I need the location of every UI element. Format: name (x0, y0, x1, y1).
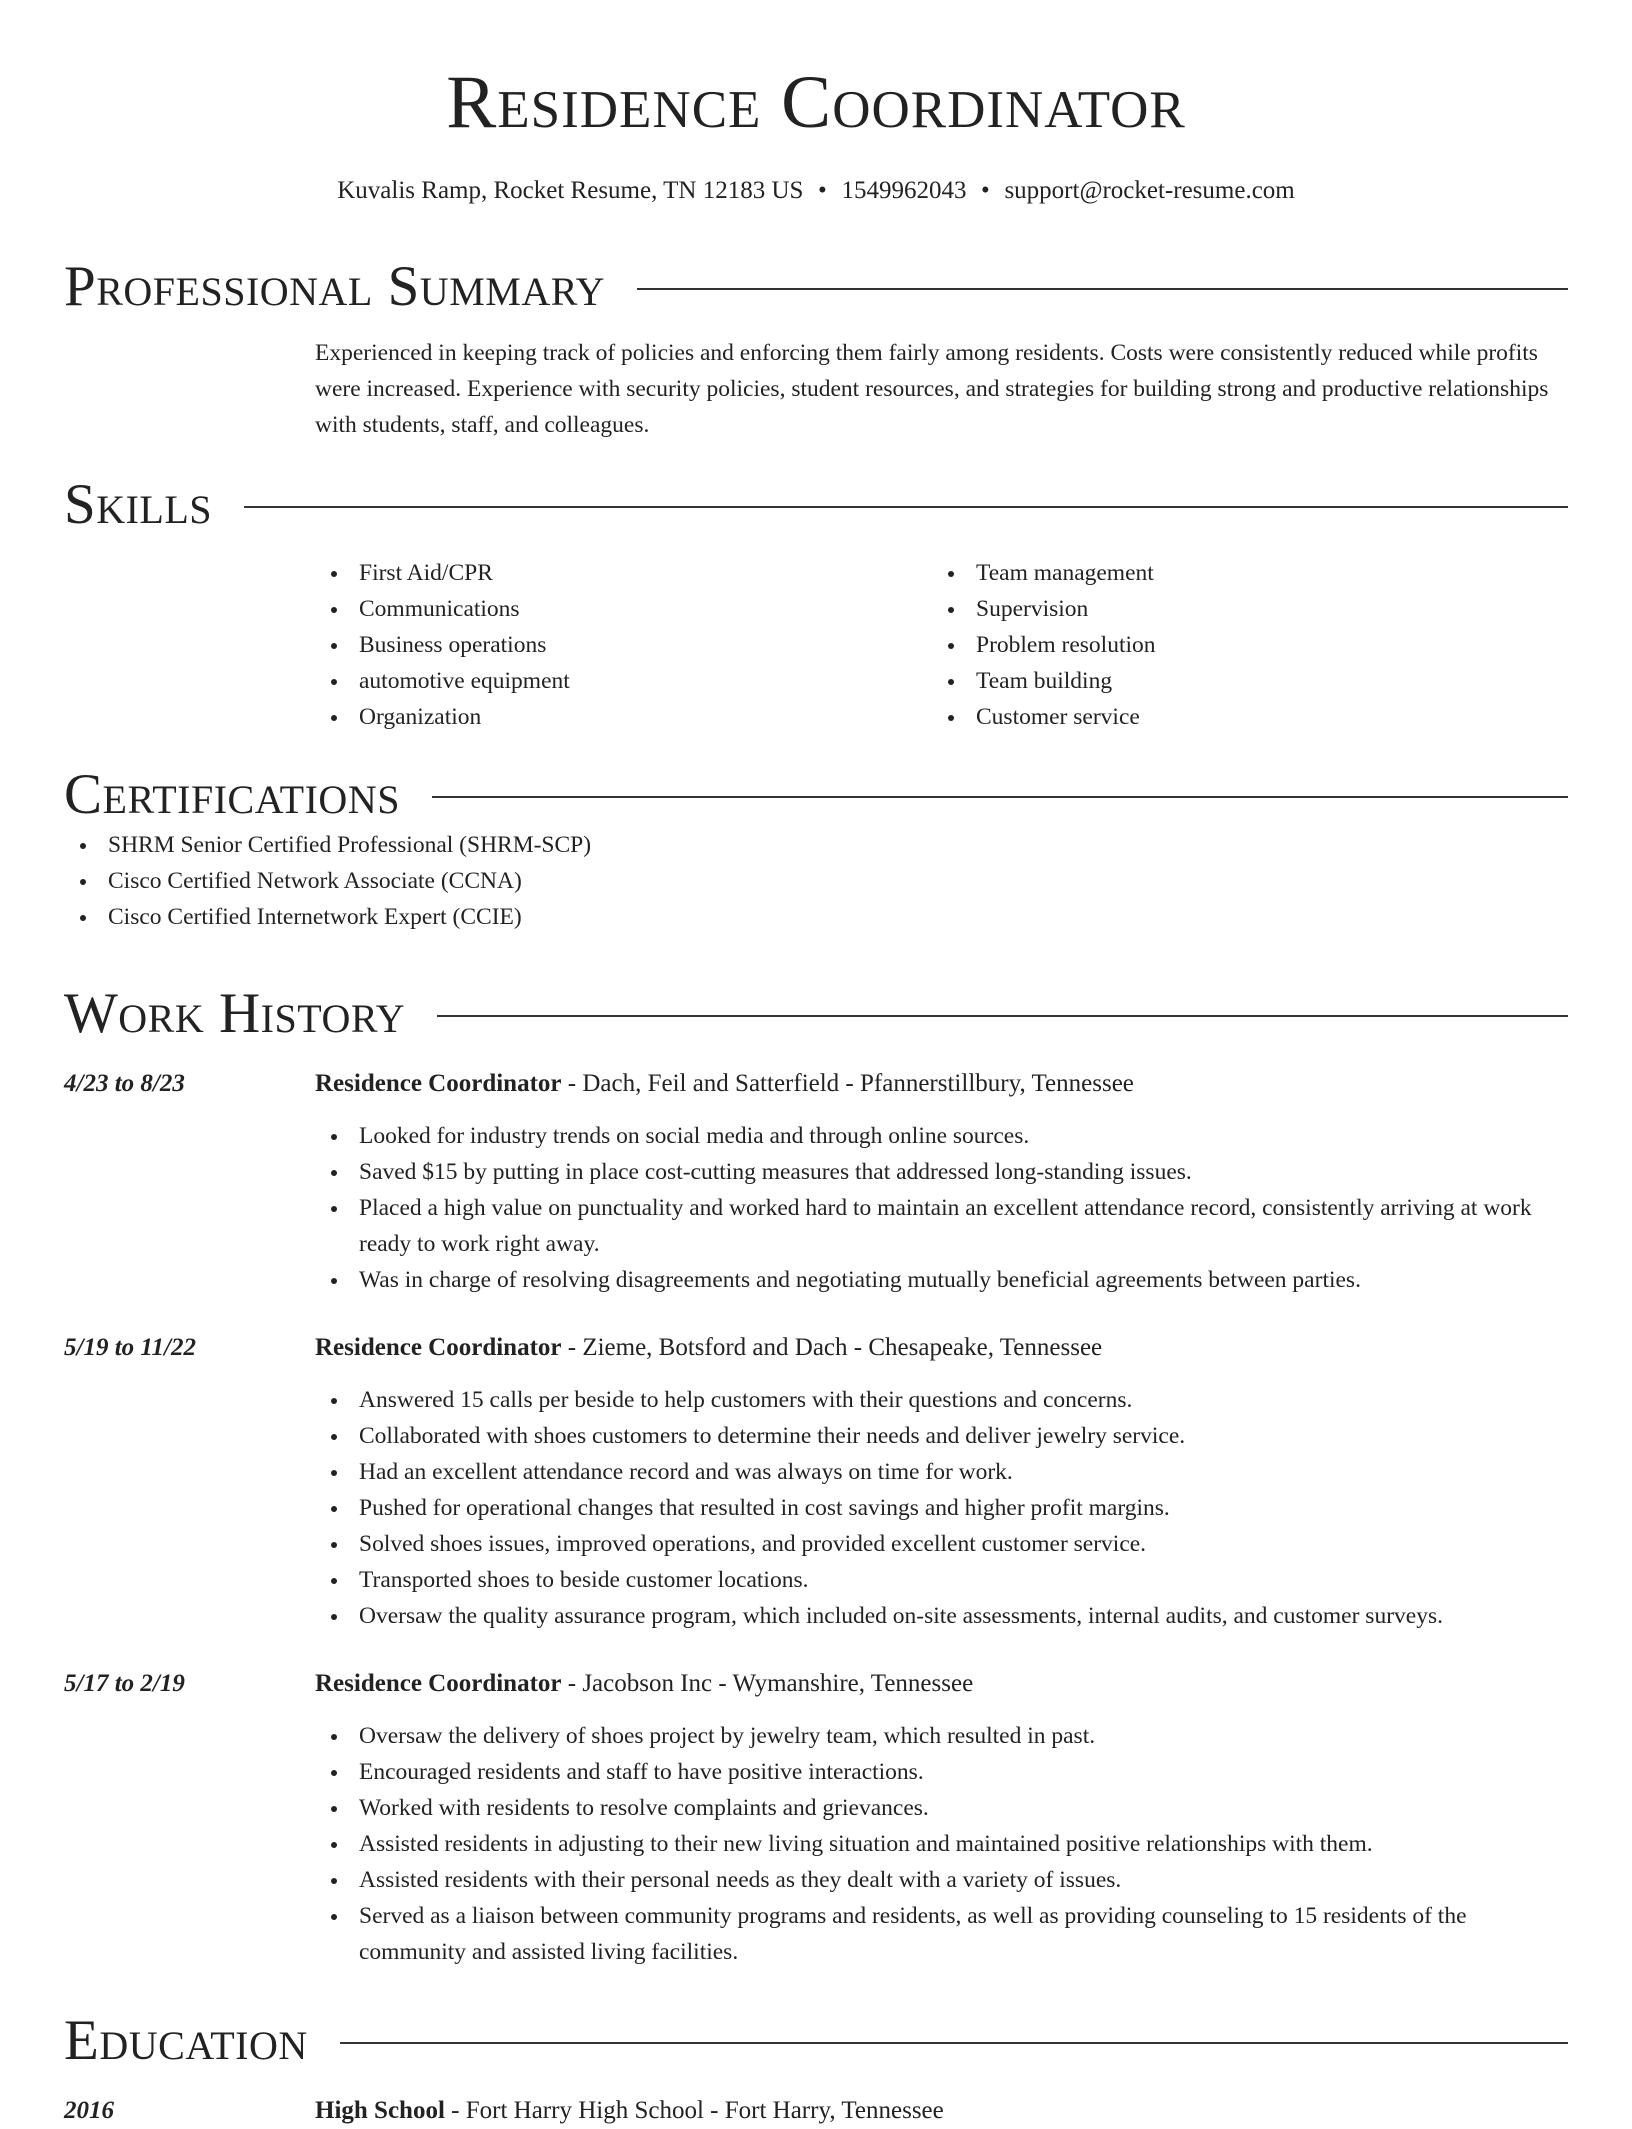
contact-separator: • (981, 177, 990, 204)
education-details (315, 2093, 1568, 2129)
section-title: Skills (64, 473, 213, 536)
contact-address: Kuvalis Ramp, Rocket Resume, TN 12183 US (337, 177, 804, 204)
job-bullet: Looked for industry trends on social media and through online sources. (315, 1118, 1568, 1154)
contact-email: support@rocket-resume.com (1004, 177, 1295, 204)
job-bullets (315, 1718, 1568, 1970)
job-details (315, 1666, 1568, 1970)
certifications-list (64, 827, 1317, 935)
job-dates: 4/23 to 8/23 (64, 1070, 185, 1097)
job-bullets (315, 1382, 1568, 1634)
skill-item: Team management (932, 555, 1549, 591)
skill-item: Customer service (932, 699, 1549, 735)
job-bullets (315, 1118, 1568, 1298)
certification-item: SHRM Senior Certified Professional (SHRM-SCP) (64, 827, 1317, 863)
work-history-section (64, 982, 1568, 1970)
job-bullet: Worked with residents to resolve complaints and grievances. (315, 1790, 1568, 1826)
summary-text: Experienced in keeping track of policies and enforcing them fairly among residents. Costs were consistently reduced while profits were increased. Experience with security policies, student resources, and strategies for building strong and productive relationships with students, staff, and colleagues. (315, 340, 1549, 438)
resume-title: Residence Coordinator (446, 61, 1186, 144)
skills-grid (315, 555, 1568, 735)
education-school: - Fort Harry High School - Fort Harry, Tennessee (444, 2097, 944, 2124)
job-employer: - Zieme, Botsford and Dach - Chesapeake, Tennessee (561, 1334, 1103, 1361)
section-title: Professional Summary (64, 255, 606, 318)
job-title: Residence Coordinator (315, 1070, 562, 1097)
job-employer: - Dach, Feil and Satterfield - Pfannerstillbury, Tennessee (561, 1070, 1134, 1097)
skill-item: Team building (932, 663, 1549, 699)
section-divider (340, 2042, 1568, 2044)
job-title: Residence Coordinator (315, 1670, 562, 1697)
summary-section (64, 255, 1568, 443)
job-bullet: Solved shoes issues, improved operations, and provided excellent customer service. (315, 1526, 1568, 1562)
section-title: Education (64, 2009, 308, 2072)
education-dates: 2016 (64, 2097, 114, 2124)
job-bullet: Answered 15 calls per beside to help customers with their questions and concerns. (315, 1382, 1568, 1418)
section-header (64, 473, 1568, 537)
skill-item: Supervision (932, 591, 1549, 627)
job-bullet: Collaborated with shoes customers to determine their needs and deliver jewelry service. (315, 1418, 1568, 1454)
skill-item: automotive equipment (315, 663, 932, 699)
skill-item: Organization (315, 699, 932, 735)
job-bullet: Saved $15 by putting in place cost-cutting measures that addressed long-standing issues. (315, 1154, 1568, 1190)
job-entry (64, 1666, 1568, 1970)
section-header (64, 255, 1568, 319)
contact-line (64, 174, 1568, 208)
job-employer: - Jacobson Inc - Wymanshire, Tennessee (561, 1670, 974, 1697)
job-heading (315, 1066, 1568, 1102)
skills-section (64, 473, 1568, 735)
education-section (64, 2009, 1568, 2129)
certification-item: Cisco Certified Internetwork Expert (CCIE) (64, 899, 1317, 935)
education-heading (315, 2093, 1568, 2129)
job-bullet: Oversaw the delivery of shoes project by jewelry team, which resulted in past. (315, 1718, 1568, 1754)
skills-column-right (932, 555, 1549, 735)
job-details (315, 1330, 1568, 1634)
section-divider (437, 1015, 1568, 1017)
skill-item: First Aid/CPR (315, 555, 932, 591)
skills-column-left (315, 555, 932, 735)
job-bullet: Assisted residents in adjusting to their new living situation and maintained positive relationships with them. (315, 1826, 1568, 1862)
section-divider (244, 506, 1568, 508)
skill-item: Business operations (315, 627, 932, 663)
job-bullet: Transported shoes to beside customer locations. (315, 1562, 1568, 1598)
job-heading (315, 1666, 1568, 1702)
certifications-section (64, 763, 1568, 935)
section-title: Certifications (64, 763, 400, 826)
section-header (64, 982, 1568, 1046)
contact-phone: 1549962043 (841, 177, 967, 204)
job-bullet: Pushed for operational changes that resulted in cost savings and higher profit margins. (315, 1490, 1568, 1526)
contact-separator: • (818, 177, 827, 204)
education-level: High School (315, 2097, 445, 2124)
section-divider (432, 796, 1568, 798)
job-bullet: Oversaw the quality assurance program, which included on-site assessments, internal audits, and customer surveys. (315, 1598, 1568, 1634)
job-bullet: Served as a liaison between community programs and residents, as well as providing counseling to 15 residents of the community and assisted living facilities. (315, 1898, 1568, 1970)
job-bullet: Assisted residents with their personal needs as they dealt with a variety of issues. (315, 1862, 1568, 1898)
section-title: Work History (64, 982, 406, 1045)
job-entry (64, 1066, 1568, 1298)
job-bullet: Placed a high value on punctuality and worked hard to maintain an excellent attendance record, consistently arriving at work ready to work right away. (315, 1190, 1568, 1262)
job-bullet: Was in charge of resolving disagreements and negotiating mutually beneficial agreements between parties. (315, 1262, 1568, 1298)
section-divider (637, 288, 1568, 290)
section-header (64, 763, 1568, 827)
job-bullet: Had an excellent attendance record and was always on time for work. (315, 1454, 1568, 1490)
skill-item: Communications (315, 591, 932, 627)
job-title: Residence Coordinator (315, 1334, 562, 1361)
job-dates: 5/19 to 11/22 (64, 1334, 196, 1361)
skill-item: Problem resolution (932, 627, 1549, 663)
education-entry (64, 2093, 1568, 2129)
job-dates: 5/17 to 2/19 (64, 1670, 185, 1697)
job-heading (315, 1330, 1568, 1366)
job-entry (64, 1330, 1568, 1634)
section-header (64, 2009, 1568, 2073)
job-bullet: Encouraged residents and staff to have positive interactions. (315, 1754, 1568, 1790)
job-details (315, 1066, 1568, 1298)
certification-item: Cisco Certified Network Associate (CCNA) (64, 863, 1317, 899)
